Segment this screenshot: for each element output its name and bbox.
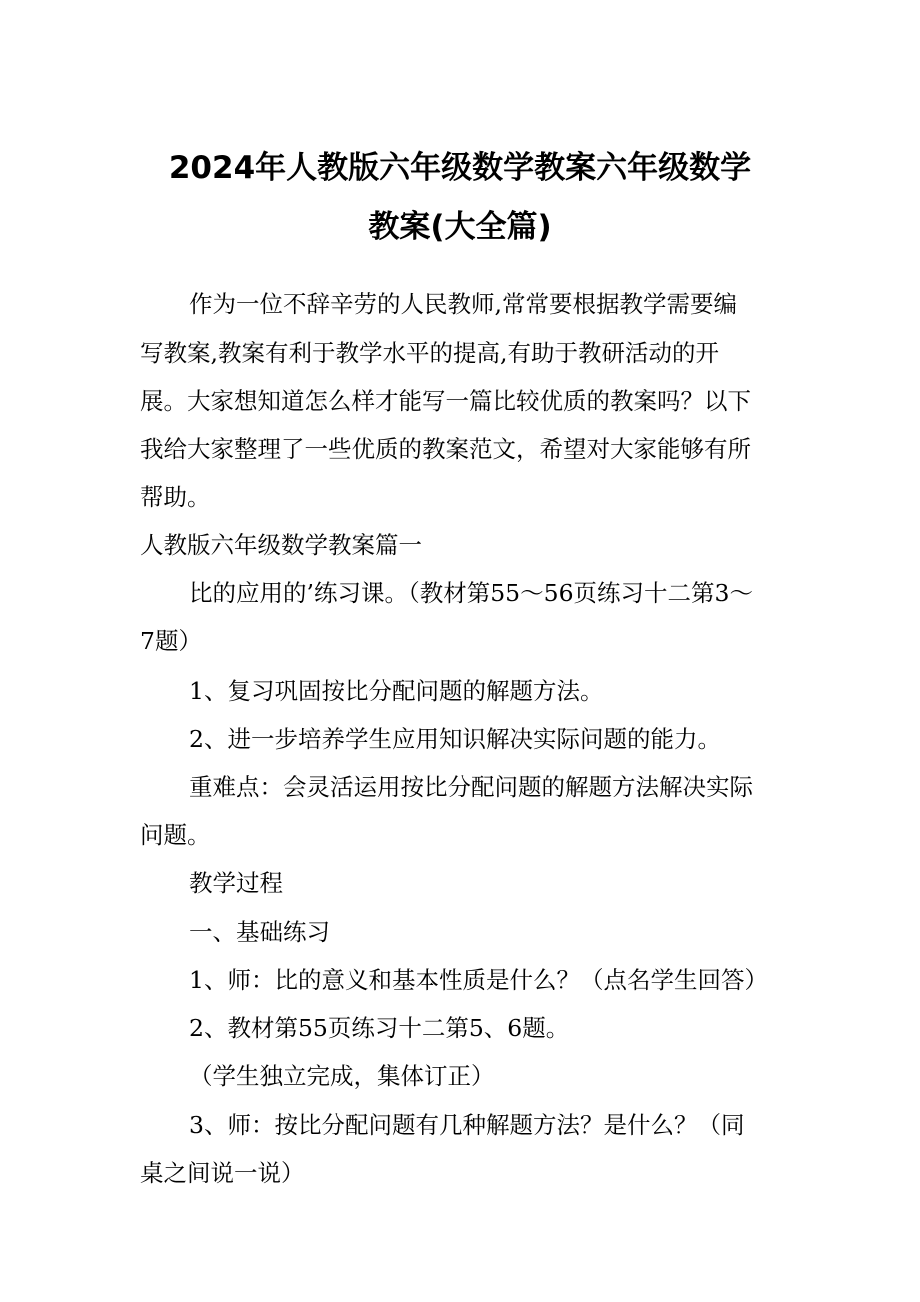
intro-line-2: 写教案,教案有利于教学水平的提高,有助于教研活动的开: [140, 339, 719, 367]
section-heading: 人教版六年级数学教案篇一: [140, 531, 422, 559]
lesson-topic-line-2: 7题）: [140, 627, 202, 655]
lesson-topic-line-1: 比的应用的’练习课。（教材第55～56页练习十二第3～: [189, 579, 753, 607]
intro-line-5: 帮助。: [140, 483, 211, 511]
objective-1: 1、复习巩固按比分配问题的解题方法。: [189, 677, 604, 705]
document-title-line-2: 教案(大全篇): [368, 209, 552, 245]
step-1: 1、师：比的意义和基本性质是什么？（点名学生回答）: [189, 966, 768, 994]
part-heading: 一、基础练习: [189, 918, 330, 946]
key-points-line-2: 问题。: [140, 821, 211, 849]
document-title-line-1: 2024年人教版六年级数学教案六年级数学: [168, 150, 752, 186]
key-points-line-1: 重难点：会灵活运用按比分配问题的解题方法解决实际: [189, 773, 753, 801]
intro-line-1: 作为一位不辞辛劳的人民教师,常常要根据教学需要编: [189, 290, 737, 318]
step-3-line-1: 3、师：按比分配问题有几种解题方法？是什么？（同: [189, 1111, 745, 1139]
objective-2: 2、进一步培养学生应用知识解决实际问题的能力。: [189, 725, 721, 753]
intro-line-4: 我给大家整理了一些优质的教案范文，希望对大家能够有所: [140, 435, 751, 463]
step-2-note: （学生独立完成，集体订正）: [189, 1062, 495, 1090]
intro-line-3: 展。大家想知道怎么样才能写一篇比较优质的教案吗？以下: [140, 387, 751, 415]
step-2: 2、教材第55页练习十二第5、6题。: [189, 1014, 570, 1042]
process-heading: 教学过程: [189, 869, 283, 897]
step-3-line-2: 桌之间说一说）: [140, 1159, 305, 1187]
